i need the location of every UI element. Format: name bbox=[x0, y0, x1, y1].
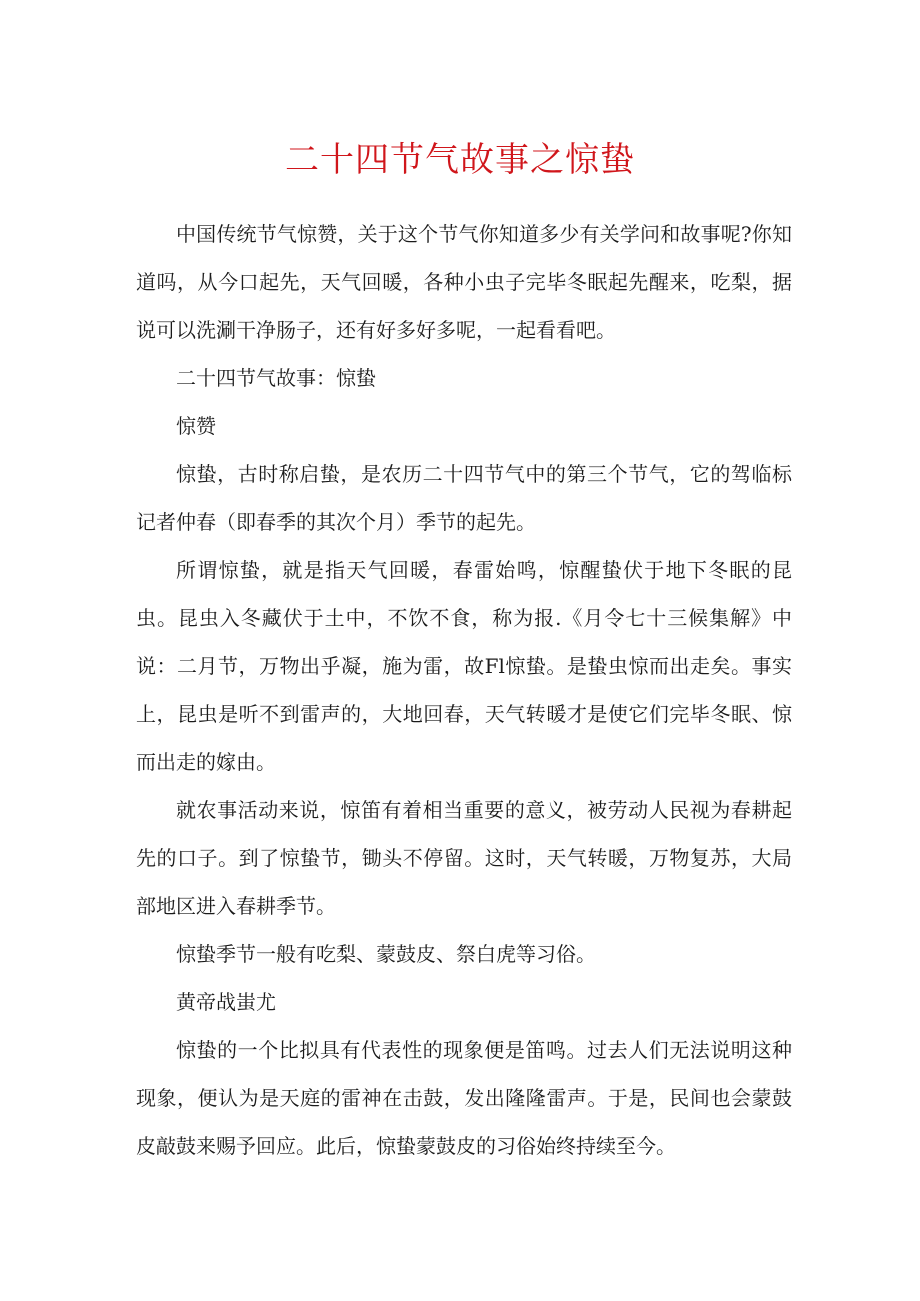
paragraph-meaning: 所谓惊蛰，就是指天气回暖，春雷始鸣，惊醒蛰伏于地下冬眠的昆虫。昆虫入冬藏伏于土中，不饮不食，称为报.《月令七十三候集解》中说：二月节，万物出乎凝，施为雷，故Fl惊蛰。是蛰虫惊而出走矣。事实上，昆虫是听不到雷声的，大地回春，天气转暖才是使它们完毕冬眠、惊而出走的嫁由。 bbox=[136, 558, 792, 774]
paragraph-customs: 惊蛰季节一般有吃梨、蒙鼓皮、祭白虎等习俗。 bbox=[176, 942, 596, 966]
paragraph-definition: 惊蛰，古时称启蛰，是农历二十四节气中的第三个节气，它的驾临标记者仲春（即春季的其次个月）季节的起先。 bbox=[136, 462, 792, 534]
paragraph-heading-huangdi: 黄帝战蚩尤 bbox=[176, 990, 276, 1014]
document-title: 二十四节气故事之惊蛰 bbox=[285, 140, 635, 180]
paragraph-intro: 中国传统节气惊赞，关于这个节气你知道多少有关学问和故事呢?你知道吗，从今口起先，天气回暖，各种小虫子完毕冬眠起先醒来，吃梨，据说可以洗涮干净肠子，还有好多好多呢，一起看看吧。 bbox=[136, 222, 792, 342]
document-body bbox=[136, 210, 792, 1170]
paragraph-heading-jingzan: 惊赞 bbox=[176, 414, 216, 438]
paragraph-drum-custom: 惊蛰的一个比拟具有代表性的现象便是笛鸣。过去人们无法说明这种现象，便认为是天庭的雷神在击鼓，发出隆隆雷声。于是，民间也会蒙鼓皮敲鼓来赐予回应。此后，惊蛰蒙鼓皮的习俗始终持续至今。 bbox=[136, 1038, 792, 1158]
paragraph-farming: 就农事活动来说，惊笛有着相当重要的意义，被劳动人民视为春耕起先的口子。到了惊蛰节，锄头不停留。这时，天气转暖，万物复苏，大局部地区进入春耕季节。 bbox=[136, 798, 792, 918]
paragraph-subtitle: 二十四节气故事：惊蛰 bbox=[176, 366, 376, 390]
